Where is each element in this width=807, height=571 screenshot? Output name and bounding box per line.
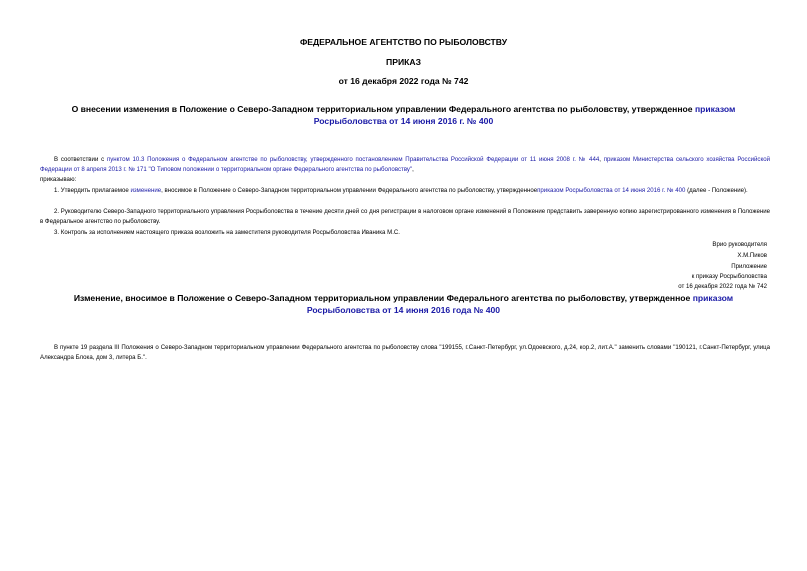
basis-text-a: В соответствии с [54,156,107,163]
appendix-label: Приложение [731,263,767,270]
basis-text-c: , [412,165,414,173]
item2-text: 2. Руководителю Северо-Западного территориального управления Росрыболовства в течение десяти дней со дня регистрации в налоговом органе изменений в Положение представить заверенную копию зарегистрированного изменения в Положение в Федеральное агентство по рыболовству. [40,208,770,225]
item1-link-order[interactable]: приказом Росрыболовства от 14 июня 2016 г. № 400 [537,187,686,194]
doc-type-heading: ПРИКАЗ [386,57,421,67]
basis-link-ministry-order[interactable]: приказом Министерства сельского хозяйства Российской Федерации от 8 апреля 2013 г. № 171 "О Типовом положении о территориальном органе Федерального агентства по рыболовству" [40,156,770,173]
paragraph-order-word: приказываю: [40,176,77,183]
appendix-date: от 16 декабря 2022 года № 742 [678,283,767,290]
paragraph-basis [40,155,770,174]
item1-text-c: (далее - Положение). [685,187,748,194]
item3-text: 3. Контроль за исполнением настоящего приказа возложить на заместителя руководителя Росрыболовства Иваника М.С. [54,229,400,236]
appendix-title-text: Изменение, вносимое в Положение о Северо-Западном территориальном управлении Федерального агентства по рыболовству, утвержденное [73,293,693,303]
basis-link-regulation[interactable]: пунктом 10.3 Положения о Федеральном агентстве по рыболовству, утвержденного постановлением Правительства Российской Федерации от 11 июня 2008 г. № 444 [106,156,600,163]
paragraph-item-3 [40,228,770,238]
order-title [40,103,767,127]
paragraph-item-2 [40,207,770,226]
paragraph-item-1 [40,186,770,196]
item1-link-change[interactable]: изменение [130,187,162,194]
doc-date-heading: от 16 декабря 2022 года № 742 [338,76,469,86]
signature-position: Врио руководителя [712,241,767,248]
appendix-title [40,292,767,316]
signature-name: Х.М.Пиков [737,252,767,259]
appendix-to: к приказу Росрыболовства [691,273,767,280]
appendix-body [40,343,770,362]
appendix-title-link[interactable]: приказом Росрыболовства от 14 июня 2016 года № 400 [306,293,734,315]
appendix-body-text: В пункте 19 раздела III Положения о Северо-Западном территориальном управлении Федерального агентства по рыболовству слова "199155, г.Санкт-Петербург, ул.Одоевского, д.24, кор.2, лит.А." заменить словами "190121, г.Санкт-Петербург, улица Александра Блока, дом 3, литера Б.". [40,344,770,361]
basis-text-b: , [599,156,604,163]
agency-heading: ФЕДЕРАЛЬНОЕ АГЕНТСТВО ПО РЫБОЛОВСТВУ [299,37,508,47]
order-title-link[interactable]: приказом Росрыболовства от 14 июня 2016 г. № 400 [313,104,736,126]
item1-text-b: , вносимое в Положение о Северо-Западном территориальном управлении Федерального агентства по рыболовству, утвержденное [161,187,538,194]
item1-text-a: 1. Утвердить прилагаемое [54,187,131,194]
order-title-text: О внесении изменения в Положение о Северо-Западном территориальном управлении Федерального агентства по рыболовству, утвержденное [71,104,695,114]
